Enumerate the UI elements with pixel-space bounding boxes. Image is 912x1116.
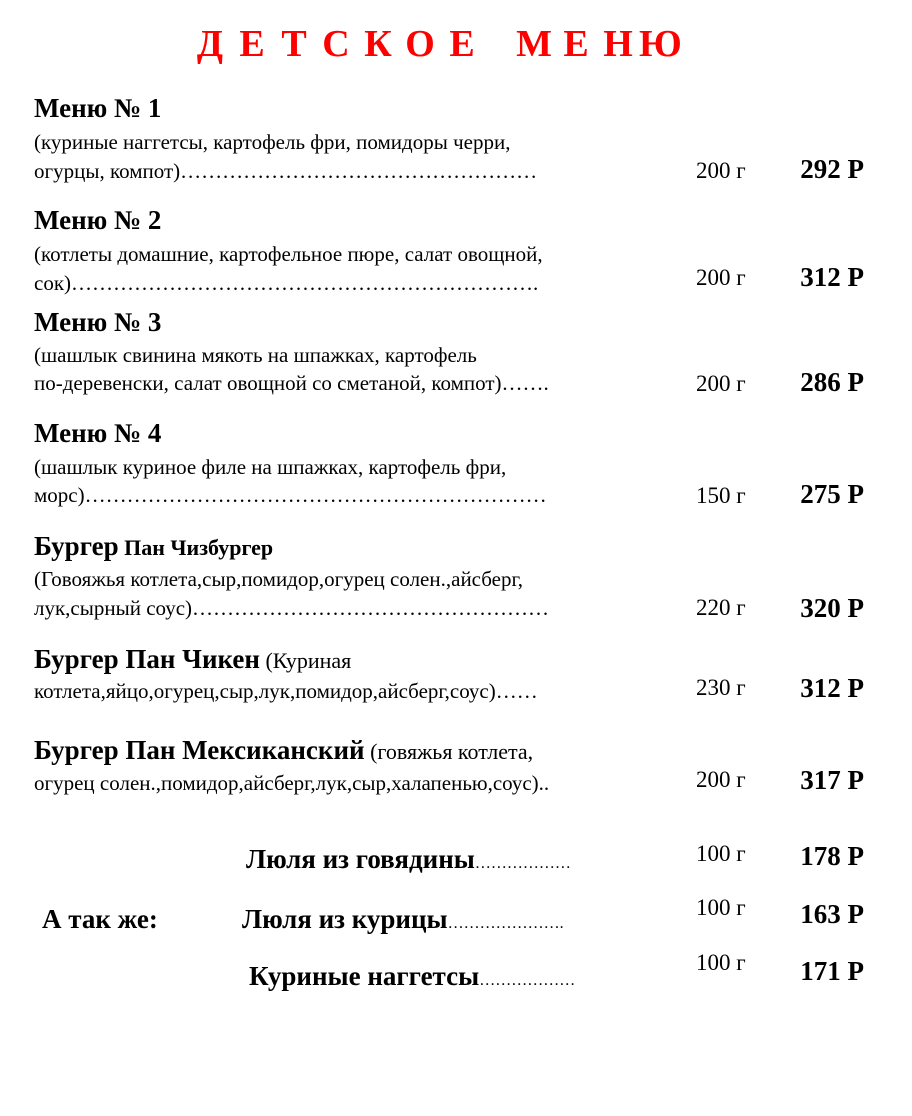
item-weight: 200 г bbox=[696, 767, 746, 792]
also-label: А так же: bbox=[42, 904, 158, 934]
item-desc-line2: котлета,яйцо,огурец,сыр,лук,помидор,айсберг,соус)…… bbox=[34, 679, 538, 703]
extra-price: 178 Р bbox=[800, 841, 864, 871]
item-name-main: Бургер Пан Чикен bbox=[34, 644, 260, 674]
title-letter: Е bbox=[449, 23, 475, 65]
item-price: 312 Р bbox=[800, 262, 864, 292]
title-letter: Д bbox=[196, 23, 224, 65]
extra-weight: 100 г bbox=[696, 950, 746, 975]
item-price: 275 Р bbox=[800, 479, 864, 509]
item-name: Меню № 2 bbox=[34, 205, 162, 235]
item-weight: 200 г bbox=[696, 158, 746, 183]
item-desc-line2: огурцы, компот)…………………………………………… bbox=[34, 159, 538, 183]
item-name: Меню № 4 bbox=[34, 418, 162, 448]
item-desc-line1: (куриные наггетсы, картофель фри, помидоры черри, bbox=[34, 130, 511, 154]
item-name: Меню № 3 bbox=[34, 307, 162, 337]
item-name-desc: (Куриная bbox=[259, 648, 352, 673]
item-name: Меню № 1 bbox=[34, 93, 162, 123]
item-desc-line1: (шашлык куриное филе на шпажках, картофель фри, bbox=[34, 455, 507, 479]
extra-weight: 100 г bbox=[696, 841, 746, 866]
item-desc-line1: (шашлык свинина мякоть на шпажках, картофель bbox=[34, 343, 477, 367]
item-name bbox=[34, 530, 273, 564]
item-desc-line2: морс)………………………………………………………… bbox=[34, 483, 547, 507]
item-price: 312 Р bbox=[800, 673, 864, 703]
item-desc-line2: сок)…………………………………………………………. bbox=[34, 271, 539, 295]
title-letter: Н bbox=[603, 23, 633, 65]
item-name-sub: Пан Чизбургер bbox=[118, 535, 274, 560]
extra-item-name bbox=[249, 960, 575, 997]
item-name bbox=[34, 734, 533, 768]
item-desc-line1: (Говояжья котлета,сыр,помидор,огурец солен.,айсберг, bbox=[34, 567, 523, 591]
extra-name-text: Куриные наггетсы bbox=[249, 961, 480, 991]
item-desc-line2: огурец солен.,помидор,айсберг,лук,сыр,халапенью,соус).. bbox=[34, 771, 550, 795]
extra-dots: ……………… bbox=[479, 972, 576, 989]
extra-name-text: Люля из курицы bbox=[242, 904, 448, 934]
title-letter: М bbox=[516, 23, 552, 65]
item-name-main: Бургер Пан Мексиканский bbox=[34, 735, 365, 765]
extra-item-name bbox=[246, 843, 571, 880]
item-weight: 200 г bbox=[696, 265, 746, 290]
extra-dots: ……………… bbox=[474, 855, 571, 872]
extra-price: 171 Р bbox=[800, 956, 864, 986]
title-letter: Ю bbox=[639, 23, 682, 65]
extra-dots: …………………. bbox=[447, 915, 564, 932]
extra-weight: 100 г bbox=[696, 895, 746, 920]
item-desc-line2: по-деревенски, салат овощной со сметаной, компот)……. bbox=[34, 371, 549, 395]
title-letter: К bbox=[364, 23, 392, 65]
item-price: 320 Р bbox=[800, 593, 864, 623]
item-name bbox=[34, 643, 351, 677]
extra-item-name bbox=[242, 903, 564, 940]
item-weight: 200 г bbox=[696, 371, 746, 396]
page-title bbox=[189, 22, 849, 66]
item-price: 317 Р bbox=[800, 765, 864, 795]
item-weight: 150 г bbox=[696, 483, 746, 508]
extra-price: 163 Р bbox=[800, 899, 864, 929]
title-letter: Т bbox=[281, 23, 307, 65]
item-desc-line1: (котлеты домашние, картофельное пюре, салат овощной, bbox=[34, 242, 543, 266]
item-desc-line2: лук,сырный соус)…………………………………………… bbox=[34, 596, 550, 620]
item-weight: 230 г bbox=[696, 675, 746, 700]
item-name-desc: (говяжья котлета, bbox=[364, 739, 534, 764]
item-price: 286 Р bbox=[800, 367, 864, 397]
item-price: 292 Р bbox=[800, 154, 864, 184]
title-letter: Е bbox=[563, 23, 589, 65]
title-letter: О bbox=[405, 23, 435, 65]
extra-name-text: Люля из говядины bbox=[246, 844, 475, 874]
title-letter: Е bbox=[239, 23, 265, 65]
title-letter: С bbox=[322, 23, 350, 65]
item-name-main: Бургер bbox=[34, 531, 119, 561]
item-weight: 220 г bbox=[696, 595, 746, 620]
